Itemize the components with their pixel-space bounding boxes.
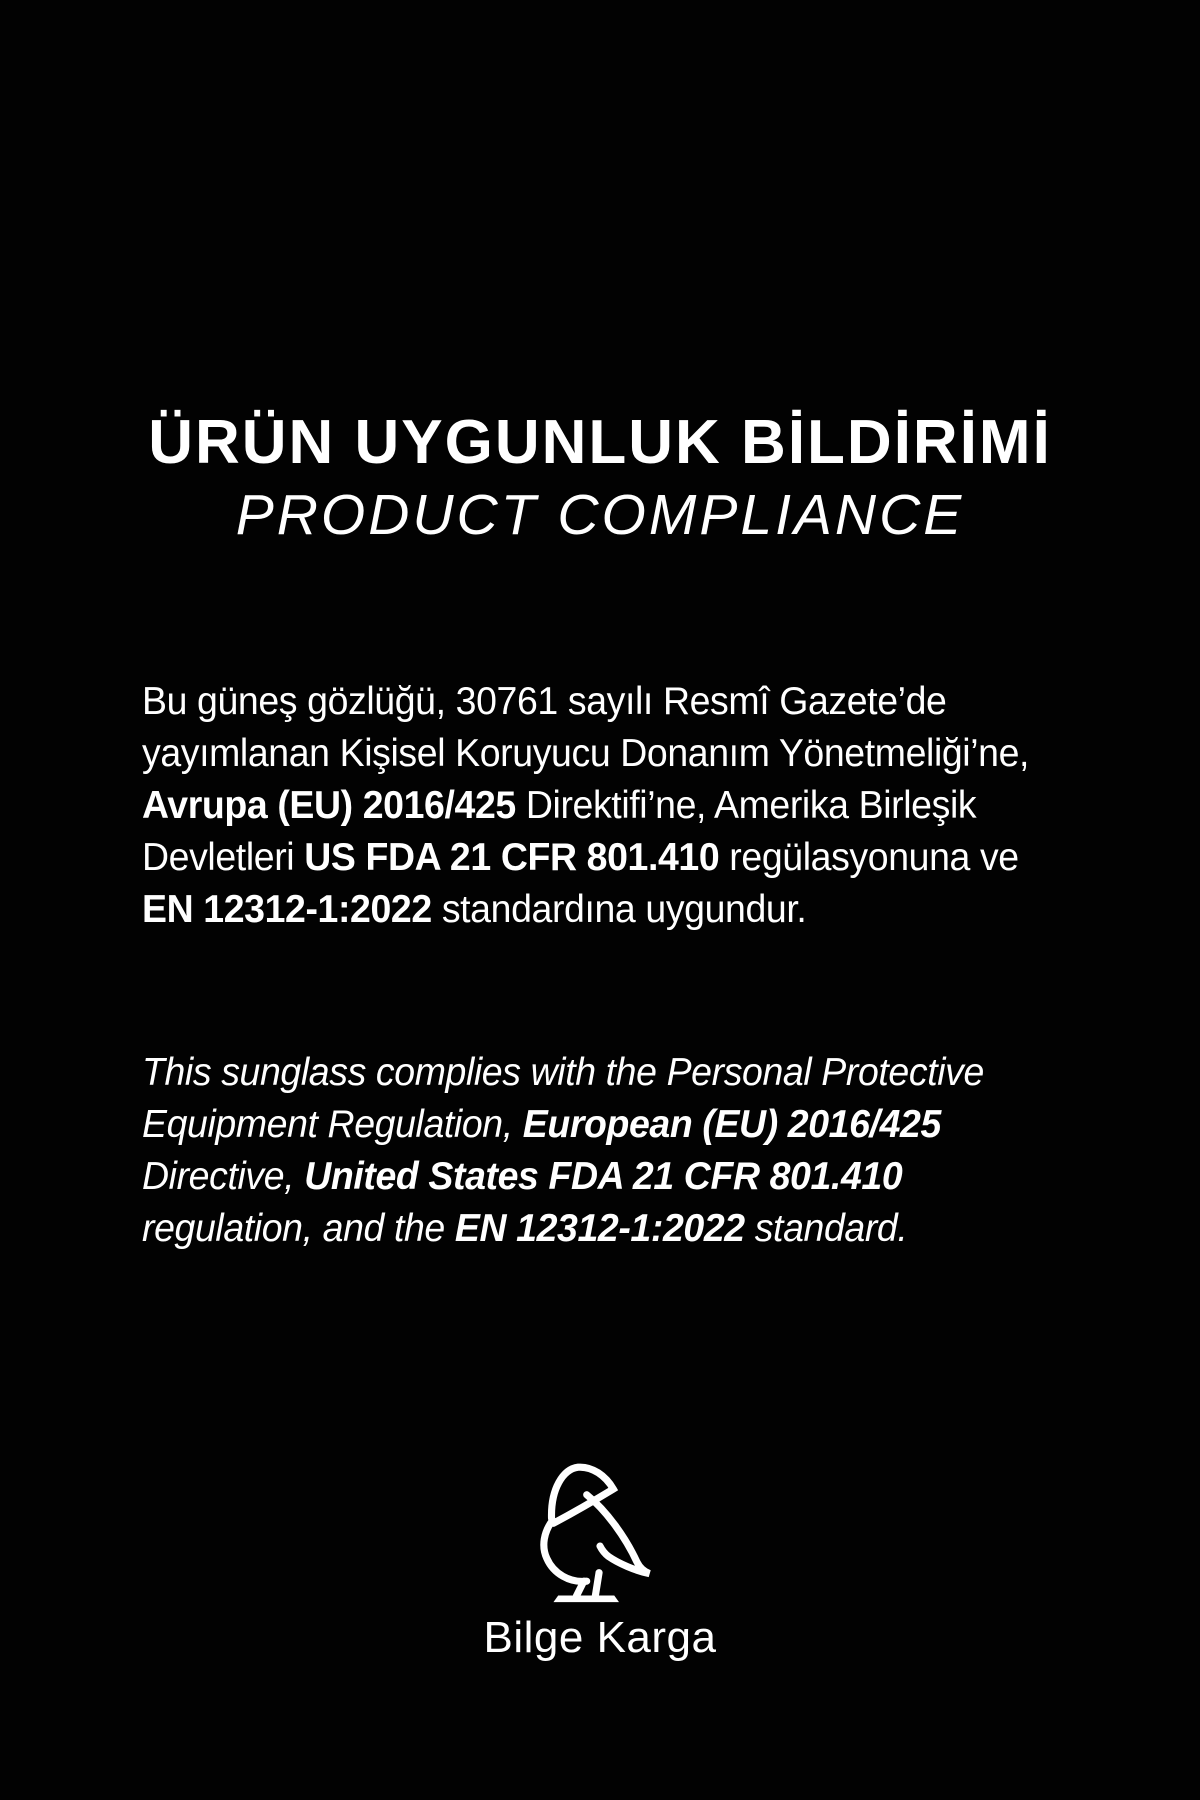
crow-body bbox=[544, 1520, 587, 1581]
brand-logo bbox=[524, 1447, 676, 1609]
crow-tail bbox=[587, 1495, 650, 1574]
brand-name: Bilge Karga bbox=[483, 1613, 717, 1662]
crow-base bbox=[553, 1595, 619, 1602]
english-compliance-paragraph bbox=[142, 1047, 1112, 1255]
text-line: Devletleri US FDA 21 CFR 801.410 regülasyonuna ve bbox=[142, 836, 1019, 879]
text-line: Directive, United States FDA 21 CFR 801.410 bbox=[142, 1155, 903, 1198]
crow-icon bbox=[524, 1447, 676, 1609]
text-line: Avrupa (EU) 2016/425 Direktifi’ne, Amerika Birleşik bbox=[142, 784, 977, 827]
crow-leg-right bbox=[595, 1573, 599, 1597]
text-line: EN 12312-1:2022 standardına uygundur. bbox=[142, 888, 807, 931]
text-line: Bu güneş gözlüğü, 30761 sayılı Resmî Gazete’de bbox=[142, 680, 947, 723]
page-title: ÜRÜN UYGUNLUK BİLDİRİMİ bbox=[148, 408, 1052, 477]
text-line: This sunglass complies with the Personal Protective bbox=[142, 1051, 984, 1094]
text-line: regulation, and the EN 12312-1:2022 standard. bbox=[142, 1207, 908, 1250]
page-subtitle: PRODUCT COMPLIANCE bbox=[235, 483, 965, 547]
turkish-compliance-paragraph bbox=[142, 676, 1112, 936]
text-line: Equipment Regulation, European (EU) 2016/425 bbox=[142, 1103, 941, 1146]
text-line: yayımlanan Kişisel Koruyucu Donanım Yönetmeliği’ne, bbox=[142, 732, 1030, 775]
